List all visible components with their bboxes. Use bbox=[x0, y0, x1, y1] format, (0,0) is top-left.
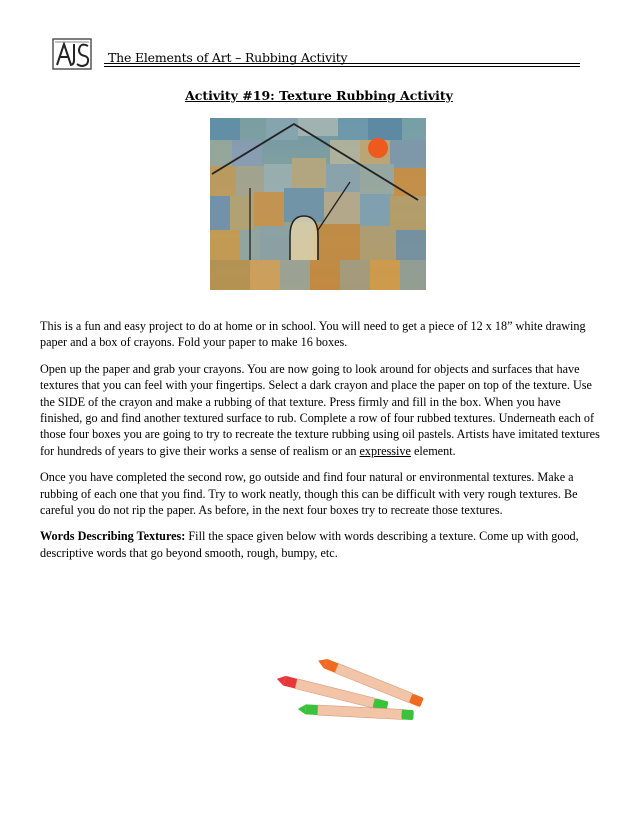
words-describing-label: Words Describing Textures: bbox=[40, 529, 186, 544]
activity-title: Activity #19: Texture Rubbing Activity bbox=[185, 88, 453, 103]
paragraph-1: This is a fun and easy project to do at home or in school. You will need to get a piece of 12 x 18” white drawing paper and a box of crayons. Fold your paper to make 16 boxes. bbox=[40, 319, 586, 350]
paragraph-4-text: Fill the space given below with words describing a texture. Come up with good, descriptive words that go beyond smooth, rough, bumpy, etc. bbox=[40, 529, 579, 560]
paragraph-3: Once you have completed the second row, go outside and find four natural or environmental textures. Make a rubbing of each one that you find. Try to work neatly, though this can be difficult with very rough textures. Be careful you do not rip the paper. As before, in the next four boxes try to recreate those textures. bbox=[40, 470, 578, 518]
paragraph-4 bbox=[40, 528, 600, 561]
paragraph-2 bbox=[40, 361, 600, 459]
expressive-link: expressive bbox=[359, 443, 411, 458]
painting-image bbox=[210, 118, 426, 290]
paragraph-2-end: element. bbox=[410, 443, 456, 458]
ajs-logo-icon bbox=[52, 38, 92, 70]
crayons-icon bbox=[272, 650, 442, 730]
header-title: The Elements of Art – Rubbing Activity bbox=[108, 50, 348, 65]
paragraph-2-text: Open up the paper and grab your crayons. You are now going to look around for objects and surfaces that have textures that you can feel with your fingertips. Select a dark crayon and place the paper on top of the texture. Use the SIDE of the crayon and make a rubbing of that texture. Press firmly and fill in the box. When you have finished, go and find another textured surface to rub. Complete a row of four rubbed textures. Underneath each of those four boxes you are going to try to recreate the texture rubbing using oil pastels. Artists have imitated textures for hundreds of years to give their works a sense of realism or an bbox=[40, 361, 600, 458]
body-text bbox=[40, 318, 600, 571]
header-rule bbox=[104, 63, 580, 67]
